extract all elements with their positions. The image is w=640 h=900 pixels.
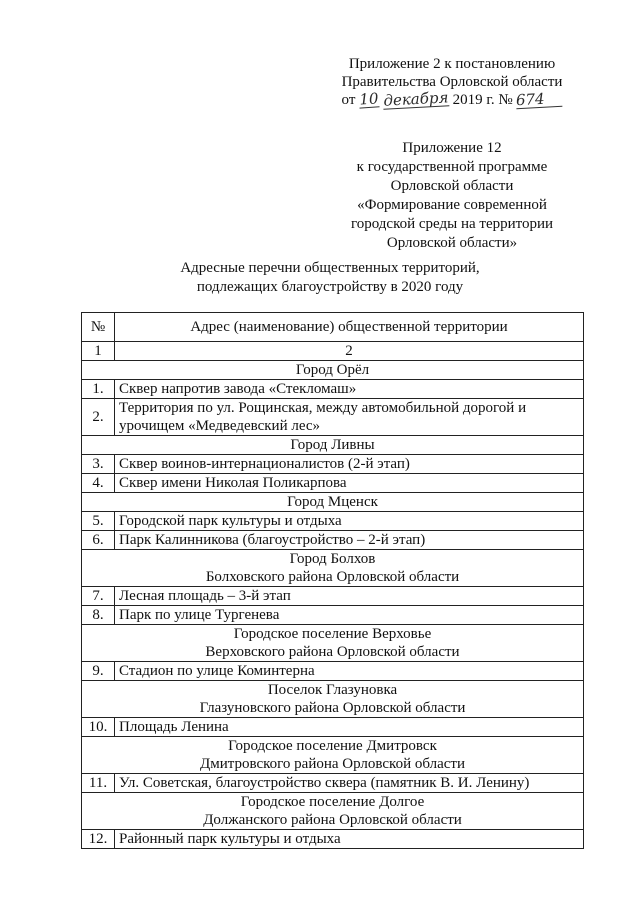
table-row: [82, 587, 584, 606]
row-number: 5.: [82, 512, 115, 531]
table-group-row: [82, 550, 584, 587]
table-row: [82, 512, 584, 531]
handwritten-month: декабря: [382, 88, 449, 110]
table-row: [82, 718, 584, 737]
group-heading: [82, 625, 584, 662]
group-heading-line: Городское поселение Дмитровск: [228, 738, 437, 754]
row-number: 9.: [82, 662, 115, 681]
table-row: [82, 531, 584, 550]
row-number: 1.: [82, 380, 115, 399]
handwritten-decree-number: 674: [516, 91, 563, 109]
header-number: №: [82, 313, 115, 342]
row-number: 12.: [82, 830, 115, 849]
program-annex-line: городской среды на территории: [350, 216, 554, 232]
table-row: [82, 774, 584, 793]
program-annex-line: Приложение 12: [402, 140, 502, 156]
table-row: [82, 380, 584, 399]
territory-name: Территория по ул. Рощинская, между автомобильной дорогой и урочищем «Медведевский лес»: [115, 399, 584, 436]
territory-name: Лесная площадь – 3-й этап: [115, 587, 584, 606]
group-heading: [82, 793, 584, 830]
row-number: 8.: [82, 606, 115, 625]
column-number: 2: [115, 342, 584, 361]
table-group-row: [82, 793, 584, 830]
table-row: [82, 455, 584, 474]
decree-annex-line: Правительства Орловской области: [341, 74, 563, 90]
territory-name: Городской парк культуры и отдыха: [115, 512, 584, 531]
group-heading: [82, 436, 584, 455]
territory-name: Ул. Советская, благоустройство сквера (памятник В. И. Ленину): [115, 774, 584, 793]
row-number: 10.: [82, 718, 115, 737]
document-title: [80, 259, 580, 297]
group-heading-line: Болховского района Орловской области: [205, 569, 460, 585]
table-group-row: [82, 681, 584, 718]
table-row: [82, 474, 584, 493]
territory-name: Парк по улице Тургенева: [115, 606, 584, 625]
decree-annex-line: Приложение 2 к постановлению: [348, 56, 556, 72]
program-annex-line: «Формирование современной: [357, 197, 547, 213]
territory-name: Стадион по улице Коминтерна: [115, 662, 584, 681]
row-number: 7.: [82, 587, 115, 606]
group-heading: [82, 737, 584, 774]
group-heading-line: Поселок Глазуновка: [267, 682, 398, 698]
territory-name: Сквер напротив завода «Стекломаш»: [115, 380, 584, 399]
title-line: Адресные перечни общественных территорий,: [180, 260, 480, 276]
group-heading-line: Городское поселение Верховье: [233, 626, 432, 642]
group-heading: [82, 550, 584, 587]
territory-name: Сквер воинов-интернационалистов (2-й этап): [115, 455, 584, 474]
group-heading-line: Городское поселение Долгое: [240, 794, 425, 810]
group-heading-line: Верховского района Орловской области: [205, 644, 460, 660]
table-row: [82, 399, 584, 436]
row-number: 3.: [82, 455, 115, 474]
group-heading: [82, 361, 584, 380]
table-group-row: [82, 436, 584, 455]
table-row: [82, 606, 584, 625]
title-line: подлежащих благоустройству в 2020 году: [196, 279, 464, 295]
row-number: 4.: [82, 474, 115, 493]
group-heading-line: Должанского района Орловской области: [203, 812, 462, 828]
group-heading-line: Город Мценск: [287, 494, 378, 510]
territories-table: [81, 312, 584, 849]
table-group-row: [82, 361, 584, 380]
decree-date-line: [318, 88, 586, 110]
header-name: Адрес (наименование) общественной территории: [115, 313, 584, 342]
program-annex-line: к государственной программе: [356, 159, 548, 175]
column-number-row: [82, 342, 584, 361]
group-heading-line: Глазуновского района Орловской области: [199, 700, 466, 716]
table-row: [82, 662, 584, 681]
program-annex-line: Орловской области»: [386, 235, 518, 251]
group-heading-line: Город Орёл: [295, 362, 370, 378]
decree-annex-header: [318, 55, 586, 109]
group-heading: [82, 493, 584, 512]
territory-name: Парк Калинникова (благоустройство – 2-й этап): [115, 531, 584, 550]
table-group-row: [82, 493, 584, 512]
column-number: 1: [82, 342, 115, 361]
group-heading-line: Дмитровского района Орловской области: [199, 756, 466, 772]
group-heading-line: Город Болхов: [289, 551, 376, 567]
date-prefix: от: [341, 92, 356, 108]
group-heading: [82, 681, 584, 718]
table-row: [82, 830, 584, 849]
territory-name: Площадь Ленина: [115, 718, 584, 737]
group-heading-line: Город Ливны: [290, 437, 375, 453]
territory-name: Сквер имени Николая Поликарпова: [115, 474, 584, 493]
row-number: 11.: [82, 774, 115, 793]
row-number: 6.: [82, 531, 115, 550]
program-annex-header: [318, 139, 586, 253]
date-year: 2019 г. №: [452, 92, 513, 108]
territory-name: Районный парк культуры и отдыха: [115, 830, 584, 849]
handwritten-day: 10: [358, 89, 380, 109]
row-number: 2.: [82, 399, 115, 436]
table-header-row: [82, 313, 584, 342]
program-annex-line: Орловской области: [390, 178, 514, 194]
table-group-row: [82, 737, 584, 774]
table-group-row: [82, 625, 584, 662]
